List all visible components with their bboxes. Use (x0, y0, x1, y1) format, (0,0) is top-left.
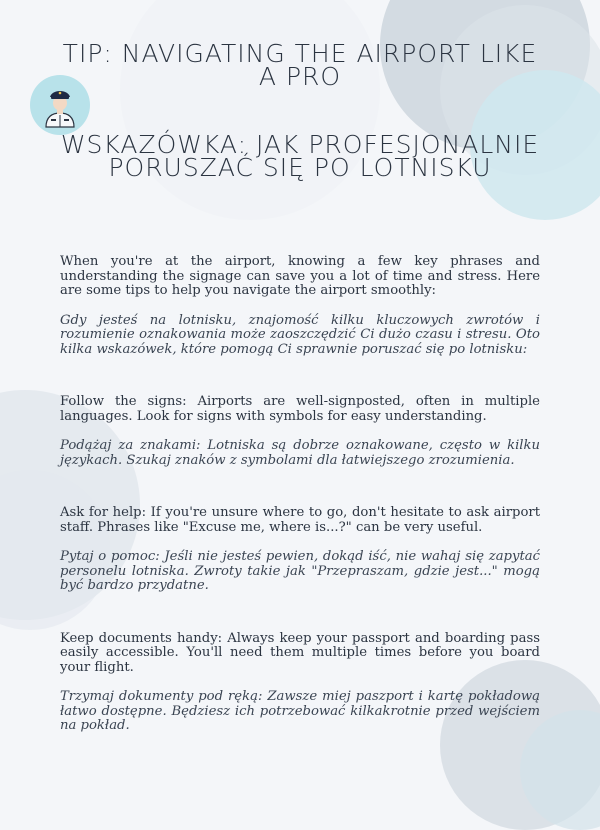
tip-documents-polish: Trzymaj dokumenty pod ręką: Zawsze miej paszport i kartę pokładową łatwo dostępne. Będziesz ich potrzebować kilkakrotnie przed wejściem na pokład. (60, 689, 540, 733)
tip-ask-help-polish: Pytaj o pomoc: Jeśli nie jesteś pewien, dokąd iść, nie wahaj się zapytać personelu lotniska. Zwroty takie jak "Przepraszam, gdzie jest..." mogą być bardzo przydatne. (60, 549, 540, 593)
tip-follow-signs-polish: Podążaj za znakami: Lotniska są dobrze oznakowane, często w kilku językach. Szukaj znaków z symbolami dla łatwiejszego zrozumienia. (60, 438, 540, 468)
page-title-english: TIP: NAVIGATING THE AIRPORT LIKE A PRO (62, 39, 538, 91)
tip-follow-signs-english: Follow the signs: Airports are well-signposted, often in multiple languages. Look for signs with symbols for easy understanding. (60, 394, 540, 424)
intro-paragraph-english: When you're at the airport, knowing a few key phrases and understanding the signage can save you a lot of time and stress. Here are some tips to help you navigate the airport smoothly: (60, 254, 540, 298)
decorative-circle (120, 0, 380, 220)
tip-documents-english: Keep documents handy: Always keep your passport and boarding pass easily accessible. You'll need them multiple times before you board your flight. (60, 630, 540, 675)
tip-ask-help-english: Ask for help: If you're unsure where to go, don't hesitate to ask airport staff. Phrases like "Excuse me, where is...?" can be very useful. (60, 505, 540, 535)
article-body (60, 255, 540, 734)
intro-paragraph-polish: Gdy jesteś na lotnisku, znajomość kilku kluczowych zwrotów i rozumienie oznakowania może zaoszczędzić Ci dużo czasu i stresu. Oto kilka wskazówek, które pomogą Ci sprawnie poruszać się po lotnisku: (60, 312, 540, 357)
page-title-polish: WSKAZÓWKA: JAK PROFESJONALNIE PORUSZAĆ SIĘ PO LOTNISKU (60, 130, 540, 182)
